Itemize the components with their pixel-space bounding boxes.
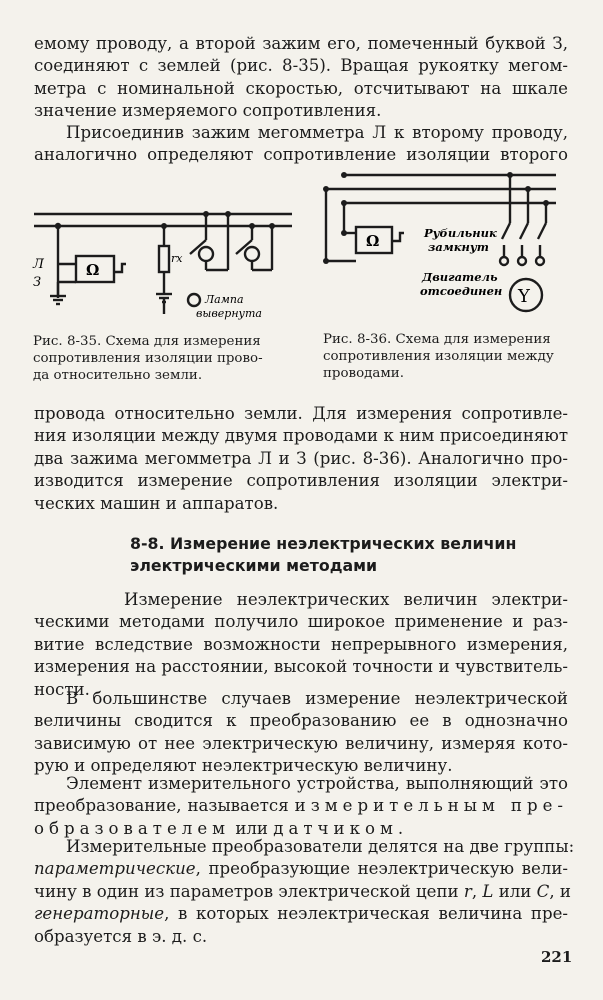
text-line: Измерение неэлектрических величин электри- [124, 590, 568, 609]
lamp-label: Лампа [205, 293, 244, 306]
text-line: витие вследствие возможности непрерывного измерения, [34, 634, 568, 654]
text-line: соединяют с землей (рис. 8-35). Вращая рукоятку мегом- [34, 56, 568, 76]
text-line: ческими методами получило широкое применение и раз- [34, 612, 568, 632]
text-line: образуется в э. д. с. [34, 926, 208, 946]
caption-line: да относительно земли. [33, 368, 203, 383]
page-number: 221 [541, 948, 573, 966]
text-span: , [471, 881, 483, 901]
term-span: датчиком [273, 818, 398, 838]
symbol-l: L [482, 881, 494, 901]
ohm-meter-symbol: Ω [86, 261, 100, 279]
text-line [34, 903, 568, 925]
text-line [34, 858, 568, 880]
text-line: провода относительно земли. Для измерения сопротивле- [34, 404, 568, 423]
text-span: чину в один из параметров электрической цепи [34, 881, 464, 901]
text-line [34, 881, 571, 903]
text-line: ности. [34, 679, 90, 699]
text-line: значение измеряемого сопротивления. [34, 101, 382, 121]
terminal-z-label: З [33, 275, 42, 290]
heading-line-2: электрическими методами [130, 556, 378, 575]
text-line: Измерительные преобразователи делятся на две группы: [66, 837, 575, 856]
text-line: В большинстве случаев измерение неэлектрической [66, 689, 568, 708]
text-line: величины сводится к преобразованию ее в однозначно [34, 711, 568, 731]
text-line: Элемент измерительного устройства, выполняющий это [66, 774, 568, 793]
figure-8-36-caption [323, 331, 554, 382]
symbol-c: C [536, 881, 550, 901]
text-span: , и [549, 881, 571, 901]
figure-8-36-diagram [316, 165, 576, 325]
text-span: , в которых неэлектрическая величина пре- [164, 904, 568, 924]
text-line: рую и определяют неэлектрическую величину. [34, 756, 453, 776]
caption-line: сопротивления изоляции прово- [33, 351, 263, 366]
caption-line: Рис. 8-36. Схема для измерения [323, 332, 551, 347]
text-span: или [230, 818, 274, 838]
rx-label: rx [171, 252, 183, 265]
paragraph-7 [34, 836, 575, 948]
heading-line-1: 8-8. Измерение неэлектрических величин [130, 534, 517, 553]
paragraph-3 [34, 403, 568, 515]
caption-line: Рис. 8-35. Схема для измерения [33, 334, 261, 349]
paragraph-6 [34, 773, 568, 840]
ohm-meter-symbol: Ω [366, 232, 380, 250]
term-span: образователем [34, 818, 231, 838]
term-span: генераторные [34, 904, 165, 924]
text-line: изводится измерение сопротивления изоляции электри- [34, 471, 568, 491]
motor-label-2: отсоединен [420, 284, 503, 298]
caption-line: сопротивления изоляции между [323, 349, 554, 364]
switch-label: Рубильник [424, 226, 497, 240]
text-line [34, 795, 568, 817]
section-heading [130, 533, 550, 577]
text-line: ческих машин и аппаратов. [34, 493, 279, 513]
lamp-label-2: вывернута [196, 307, 262, 320]
term-span: параметрические [34, 859, 196, 879]
text-line: емому проводу, а второй зажим его, помеченный буквой З, [34, 34, 568, 53]
figure-8-35-diagram [30, 198, 305, 328]
text-line: ния изоляции между двумя проводами к ним присоединяют [34, 426, 568, 446]
term-span: измерительным пре- [294, 796, 569, 816]
paragraph-1 [34, 33, 568, 123]
paragraph-5 [34, 688, 568, 778]
motor-label: Двигатель [422, 270, 498, 284]
text-line: зависимую от нее электрическую величину, измеряя кото- [34, 733, 568, 753]
text-line: метра с номинальной скоростью, отсчитывают на шкале [34, 78, 568, 98]
switch-label-2: замкнут [428, 240, 489, 254]
terminal-l-label: Л [33, 257, 44, 272]
figure-8-35-caption [33, 333, 263, 384]
text-span: , преобразующие неэлектрическую вели- [195, 859, 568, 879]
text-line: аналогично определяют сопротивление изоляции второго [34, 145, 568, 165]
text-line: два зажима мегомметра Л и З (рис. 8-36). Аналогично про- [34, 448, 568, 468]
motor-symbol: Y [518, 286, 530, 307]
text-line: измерения на расстоянии, высокой точности и чувствитель- [34, 657, 568, 677]
caption-line: проводами. [323, 366, 404, 381]
text-line: Присоединив зажим мегомметра Л к второму проводу, [66, 123, 568, 142]
text-span: преобразование, называется [34, 796, 295, 816]
text-span: или [493, 881, 537, 901]
paragraph-4 [34, 589, 568, 701]
text-span: . [397, 818, 404, 838]
paragraph-2 [34, 122, 568, 167]
symbol-r: r [463, 881, 472, 901]
